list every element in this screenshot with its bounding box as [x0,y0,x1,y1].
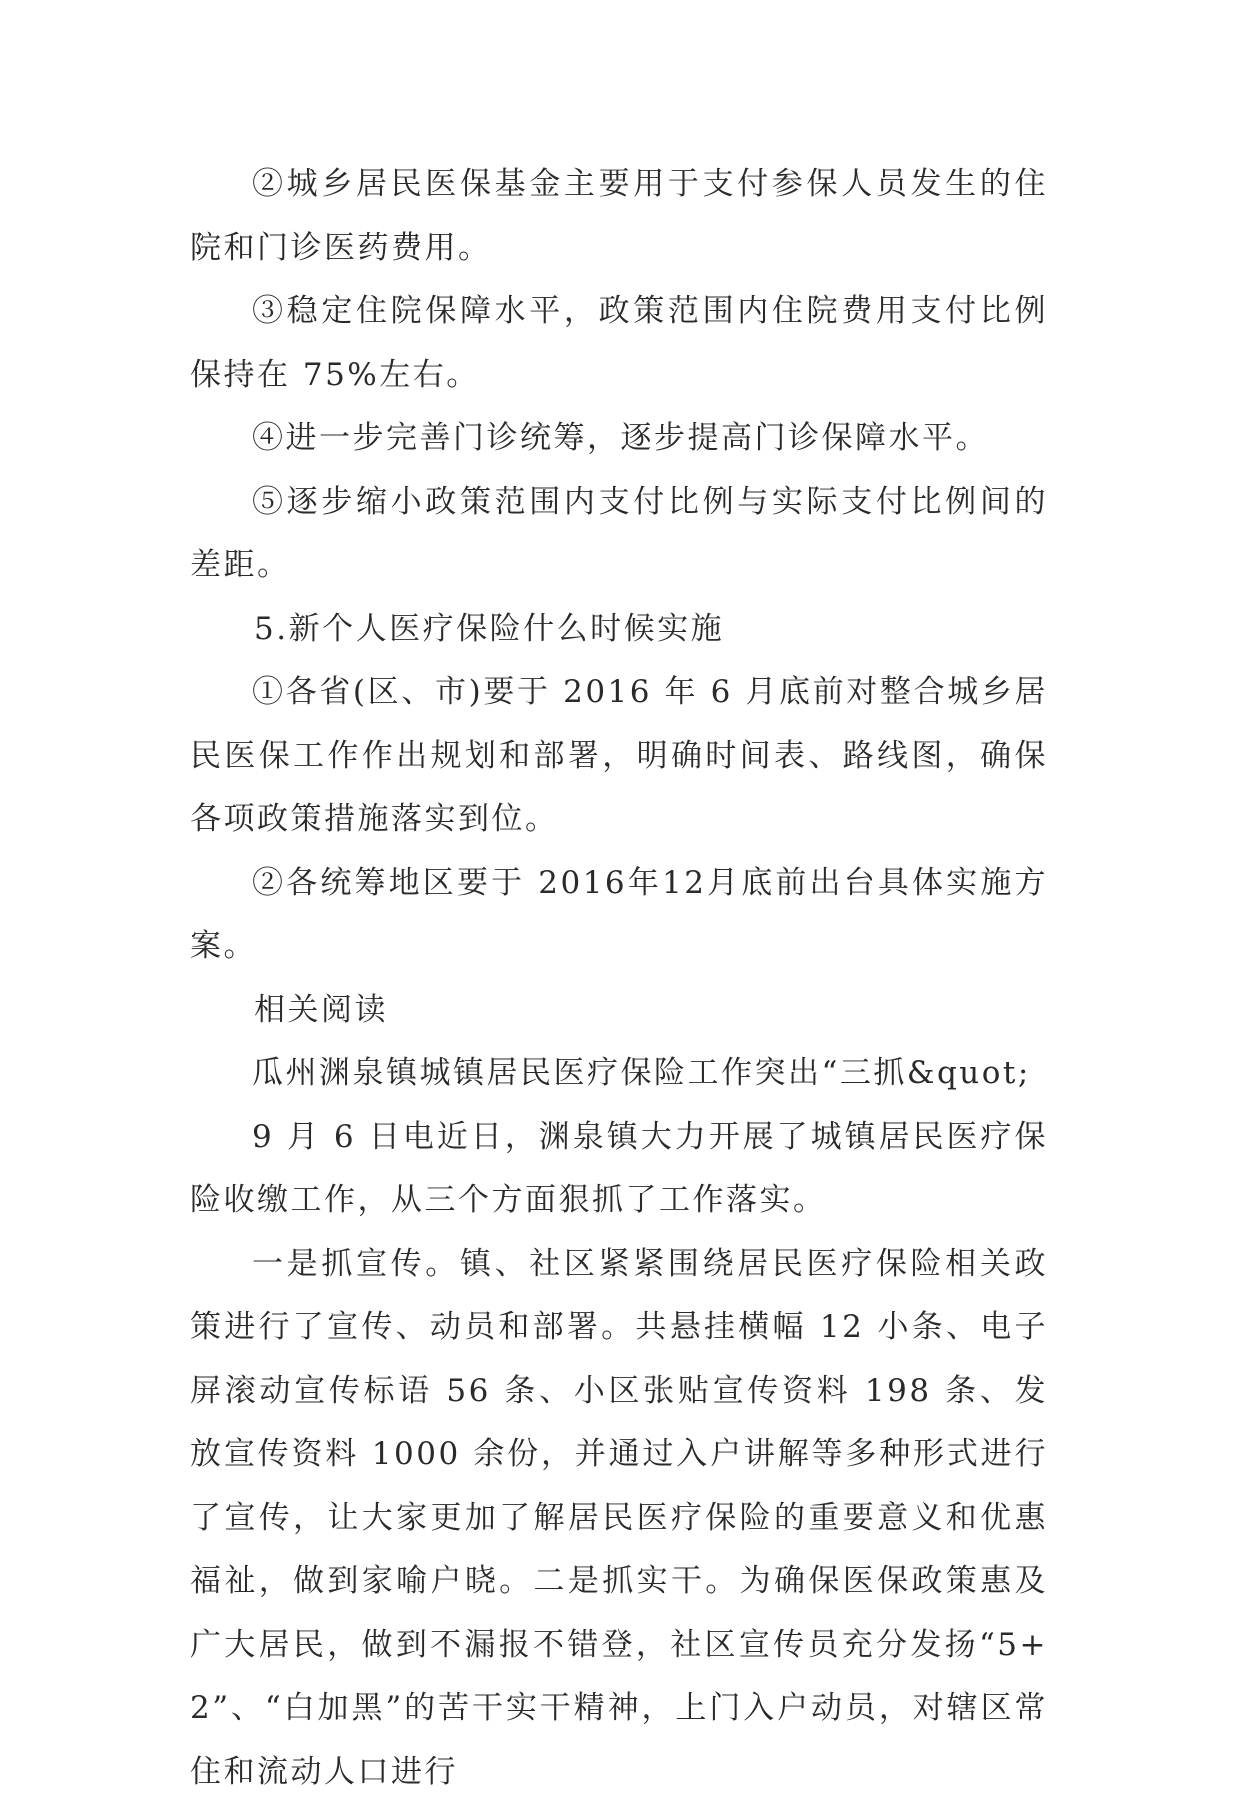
related-reading-heading: 相关阅读 [190,979,1048,1043]
paragraph-province-plan: ①各省(区、市)要于 2016 年 6 月底前对整合城乡居民医保工作作出规划和部署，明确时间表、路线图，确保各项政策措施落实到位。 [190,661,1048,852]
paragraph-news-body: 一是抓宣传。镇、社区紧紧围绕居民医疗保险相关政策进行了宣传、动员和部署。共悬挂横幅 12 小条、电子屏滚动宣传标语 56 条、小区张贴宣传资料 198 条、发放宣传资料 1000 余份，并通过入户讲解等多种形式进行了宣传，让大家更加了解居民医疗保险的重要意义和优惠福祉，做到家喻户晓。二是抓实干。为确保医保政策惠及广大居民，做到不漏报不错登，社区宣传员充分发扬“5+2”、“白加黑”的苦干实干精神，上门入户动员，对辖区常住和流动人口进行 [190,1233,1048,1804]
paragraph-inpatient-level: ③稳定住院保障水平，政策范围内住院费用支付比例保持在 75%左右。 [190,280,1048,407]
paragraph-fund-usage: ②城乡居民医保基金主要用于支付参保人员发生的住院和门诊医药费用。 [190,153,1048,280]
paragraph-outpatient: ④进一步完善门诊统筹，逐步提高门诊保障水平。 [190,407,1048,471]
paragraph-news-intro: 9 月 6 日电近日，渊泉镇大力开展了城镇居民医疗保险收缴工作，从三个方面狠抓了工作落实。 [190,1106,1048,1233]
article-title: 瓜州渊泉镇城镇居民医疗保险工作突出“三抓&quot; [190,1042,1048,1106]
paragraph-regional-plan: ②各统筹地区要于 2016年12月底前出台具体实施方案。 [190,852,1048,979]
paragraph-payment-gap: ⑤逐步缩小政策范围内支付比例与实际支付比例间的差距。 [190,471,1048,598]
section-heading-implementation: 5.新个人医疗保险什么时候实施 [190,598,1048,662]
document-body [190,153,1048,1804]
